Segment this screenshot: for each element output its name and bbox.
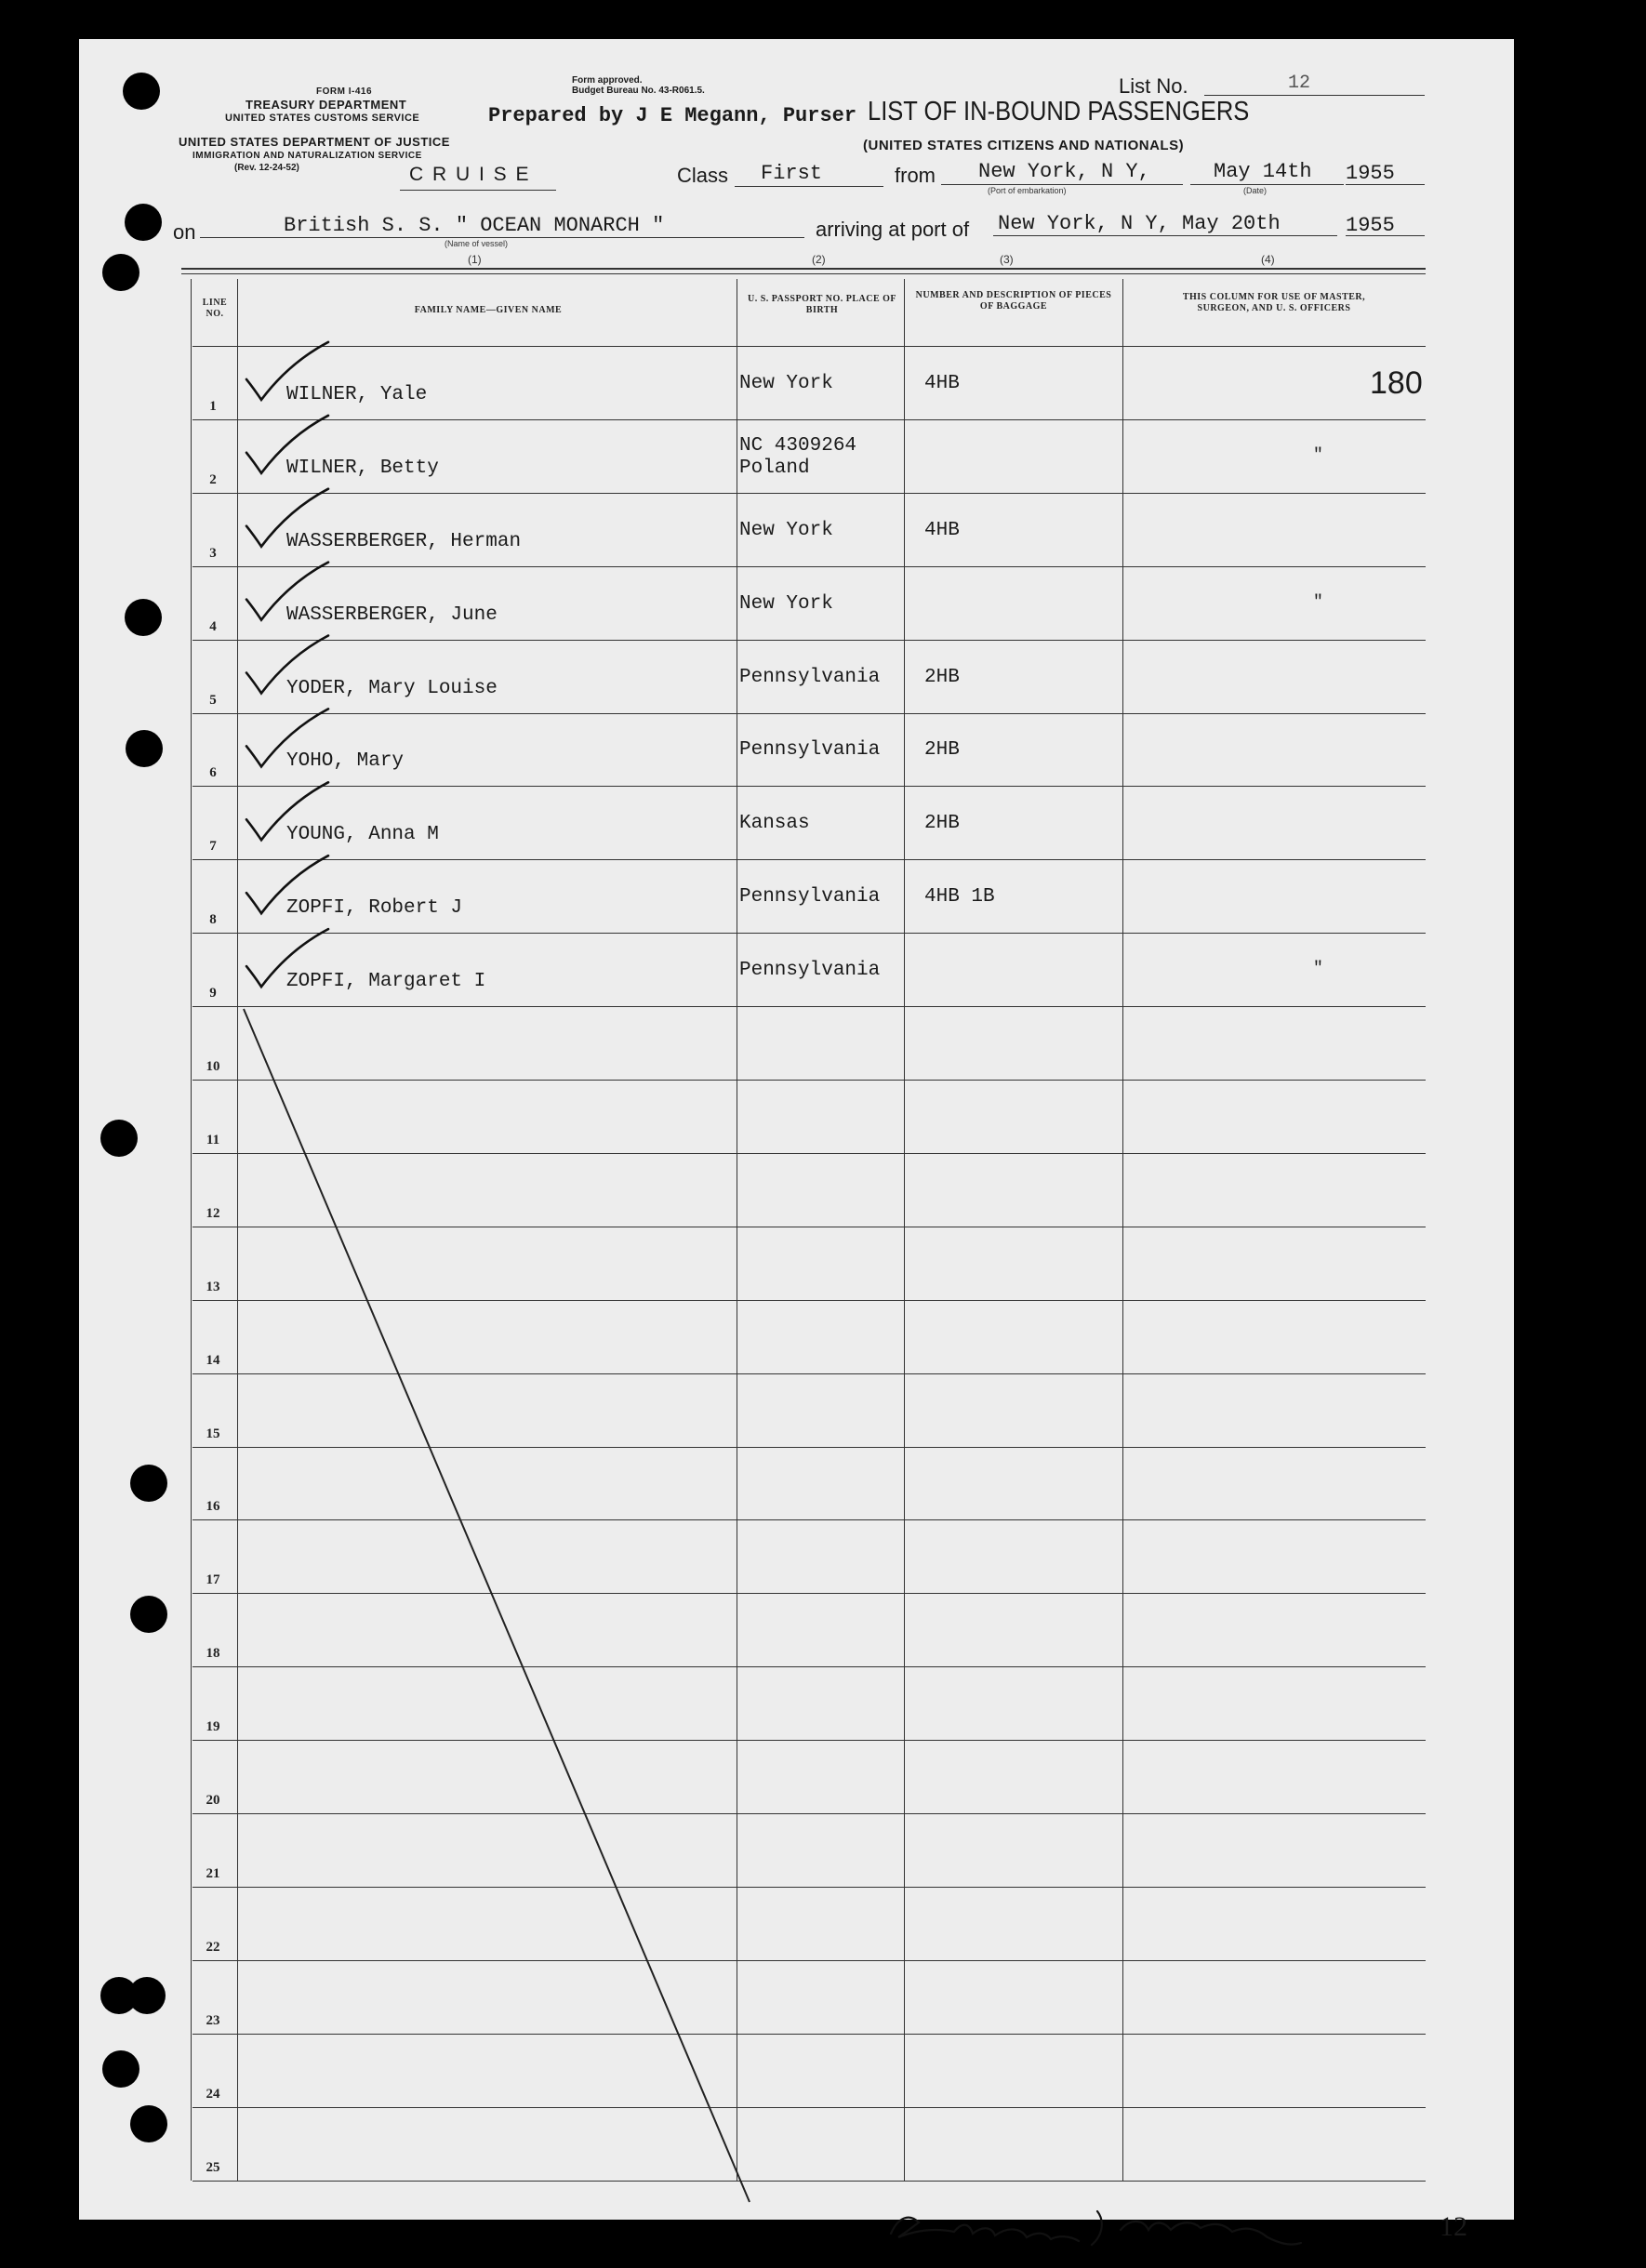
vessel-value[interactable]: British S. S. " OCEAN MONARCH " [284, 214, 665, 237]
embark-year[interactable]: 1955 [1346, 162, 1395, 185]
passenger-name[interactable]: YOUNG, Anna M [286, 824, 439, 846]
punch-hole [128, 1977, 166, 2014]
baggage-description[interactable]: 4HB [924, 372, 960, 394]
line-number: 3 [209, 545, 217, 561]
place-of-birth[interactable]: Pennsylvania [739, 886, 881, 909]
row-divider [192, 1080, 1426, 1081]
class-underline [735, 186, 883, 187]
prepared-by: Prepared by J E Megann, Purser [488, 104, 857, 127]
line-number: 10 [206, 1059, 220, 1074]
embark-date-underline [1190, 184, 1344, 185]
punch-hole [102, 254, 139, 291]
row-divider [192, 640, 1426, 641]
vessel-underline [200, 237, 804, 238]
treasury-department: TREASURY DEPARTMENT [246, 98, 407, 112]
row-divider [192, 1006, 1426, 1007]
column-header-line-no: LINE NO. [202, 298, 228, 319]
punch-hole [126, 730, 163, 767]
line-number: 7 [209, 839, 217, 855]
column-header-officers: THIS COLUMN FOR USE OF MASTER, SURGEON, AND U. S. OFFICERS [1182, 292, 1366, 313]
arrival-underline [993, 235, 1337, 236]
line-number: 12 [206, 1205, 220, 1221]
row-divider [192, 1666, 1426, 1667]
table-top-border-inner [181, 273, 1426, 274]
customs-service: UNITED STATES CUSTOMS SERVICE [225, 113, 420, 124]
column-number-4: (4) [1261, 253, 1275, 266]
line-number: 6 [209, 765, 217, 781]
line-number: 19 [206, 1719, 220, 1735]
place-of-birth[interactable]: Kansas [739, 813, 810, 835]
punch-hole [100, 1120, 138, 1157]
column-header-baggage: NUMBER AND DESCRIPTION OF PIECES OF BAGGAGE [915, 290, 1112, 312]
line-number: 4 [209, 618, 217, 634]
line-number: 23 [206, 2012, 220, 2028]
line-number: 17 [206, 1572, 220, 1588]
line-number: 13 [206, 1279, 220, 1294]
budget-bureau: Budget Bureau No. 43-R061.5. [572, 86, 705, 96]
column-header-passport: U. S. PASSPORT NO. PLACE OF BIRTH [747, 294, 897, 315]
department-of-justice: UNITED STATES DEPARTMENT OF JUSTICE [179, 135, 450, 149]
baggage-description[interactable]: 2HB [924, 739, 960, 762]
row-divider [192, 786, 1426, 787]
line-number: 9 [209, 986, 217, 1001]
embark-date[interactable]: May 14th [1214, 160, 1312, 183]
officer-notation[interactable]: 180 [1370, 365, 1423, 401]
cruise-label: C R U I S E [409, 164, 531, 185]
line-number: 22 [206, 1939, 220, 1955]
baggage-description[interactable]: 2HB [924, 666, 960, 688]
list-title: LIST OF IN-BOUND PASSENGERS [868, 97, 1250, 126]
line-number: 24 [206, 2086, 220, 2102]
cruise-underline [400, 190, 556, 191]
row-divider [192, 859, 1426, 860]
passenger-name[interactable]: WILNER, Betty [286, 457, 439, 479]
line-number: 2 [209, 471, 217, 487]
manifest-page [79, 39, 1514, 2220]
form-number: FORM I-416 [316, 86, 373, 97]
officer-notation[interactable]: " [1313, 960, 1323, 979]
row-divider [192, 933, 1426, 934]
table-top-border [181, 268, 1426, 270]
row-divider [192, 2181, 1426, 2182]
arriving-label: arriving at port of [816, 218, 970, 241]
place-of-birth[interactable]: New York [739, 592, 833, 615]
punch-hole [130, 2105, 167, 2142]
line-number: 18 [206, 1646, 220, 1662]
ins-service: IMMIGRATION AND NATURALIZATION SERVICE [192, 151, 422, 161]
place-of-birth[interactable]: New York [739, 372, 833, 394]
row-divider [192, 1960, 1426, 1961]
baggage-divider [1122, 279, 1123, 2181]
from-label: from [895, 164, 936, 187]
row-divider [192, 2034, 1426, 2035]
place-of-birth[interactable]: Pennsylvania [739, 960, 881, 982]
place-of-birth[interactable]: Pennsylvania [739, 739, 881, 762]
passenger-name[interactable]: WASSERBERGER, Herman [286, 530, 522, 552]
passenger-name[interactable]: WASSERBERGER, June [286, 603, 498, 626]
table-header-bottom [192, 346, 1426, 347]
row-divider [192, 1519, 1426, 1520]
punch-hole [102, 2050, 139, 2088]
punch-hole [130, 1596, 167, 1633]
port-embark-caption: (Port of embarkation) [988, 186, 1067, 195]
place-of-birth[interactable]: New York [739, 519, 833, 541]
row-divider [192, 1447, 1426, 1448]
form-approved: Form approved. [572, 75, 643, 86]
list-no-value[interactable]: 12 [1288, 73, 1311, 94]
passenger-name[interactable]: YOHO, Mary [286, 750, 405, 773]
row-divider [192, 419, 1426, 420]
baggage-description[interactable]: 4HB 1B [924, 886, 995, 909]
passenger-name[interactable]: WILNER, Yale [286, 383, 428, 405]
list-subtitle: (UNITED STATES CITIZENS AND NATIONALS) [863, 138, 1185, 153]
class-label: Class [677, 164, 729, 187]
row-divider [192, 566, 1426, 567]
column-header-name: FAMILY NAME—GIVEN NAME [414, 305, 563, 315]
line-number: 20 [206, 1793, 220, 1808]
list-no-label: List No. [1119, 74, 1188, 98]
row-divider [192, 2107, 1426, 2108]
line-no-divider [237, 279, 238, 2181]
arrival-value[interactable]: New York, N Y, May 20th [998, 212, 1281, 235]
passport-number[interactable]: NC 4309264 [739, 434, 857, 457]
line-number: 16 [206, 1499, 220, 1515]
row-divider [192, 1740, 1426, 1741]
from-underline [941, 184, 1183, 185]
column-number-1: (1) [468, 253, 482, 266]
line-number: 1 [209, 398, 217, 414]
date-caption: (Date) [1243, 186, 1268, 195]
punch-hole [125, 599, 162, 636]
row-divider [192, 493, 1426, 494]
table-left-border [191, 279, 192, 2181]
page-mark: 12 [1440, 2211, 1467, 2242]
list-no-underline [1204, 95, 1425, 96]
punch-hole [123, 73, 160, 110]
line-number: 8 [209, 912, 217, 928]
row-divider [192, 1887, 1426, 1888]
row-divider [192, 1593, 1426, 1594]
passenger-name[interactable]: ZOPFI, Margaret I [286, 971, 486, 993]
embark-year-underline [1346, 184, 1425, 185]
passport-divider [904, 279, 905, 2181]
punch-hole [125, 204, 162, 241]
arrival-year-underline [1346, 235, 1425, 236]
place-of-birth[interactable]: Pennsylvania [739, 666, 881, 688]
from-value[interactable]: New York, N Y, [978, 160, 1150, 183]
line-number: 25 [206, 2159, 220, 2175]
officer-notation[interactable]: " [1313, 445, 1323, 465]
column-number-2: (2) [812, 253, 826, 266]
baggage-description[interactable]: 2HB [924, 813, 960, 835]
line-number: 11 [206, 1132, 220, 1147]
line-number: 21 [206, 1865, 220, 1881]
row-divider [192, 1813, 1426, 1814]
arrival-year[interactable]: 1955 [1346, 214, 1395, 237]
punch-hole [130, 1465, 167, 1502]
column-number-3: (3) [1000, 253, 1014, 266]
officer-notation[interactable]: " [1313, 592, 1323, 612]
place-of-birth[interactable]: Poland [739, 457, 810, 479]
row-divider [192, 1373, 1426, 1374]
baggage-description[interactable]: 4HB [924, 519, 960, 541]
row-divider [192, 1153, 1426, 1154]
line-number: 15 [206, 1426, 220, 1441]
class-value[interactable]: First [761, 162, 823, 185]
passenger-name[interactable]: YODER, Mary Louise [286, 677, 498, 699]
vessel-caption: (Name of vessel) [445, 239, 509, 248]
passenger-name[interactable]: ZOPFI, Robert J [286, 897, 463, 920]
on-label: on [173, 220, 196, 244]
revision-date: (Rev. 12-24-52) [234, 163, 299, 173]
row-divider [192, 713, 1426, 714]
line-number: 5 [209, 692, 217, 708]
row-divider [192, 1300, 1426, 1301]
line-number: 14 [206, 1352, 220, 1368]
